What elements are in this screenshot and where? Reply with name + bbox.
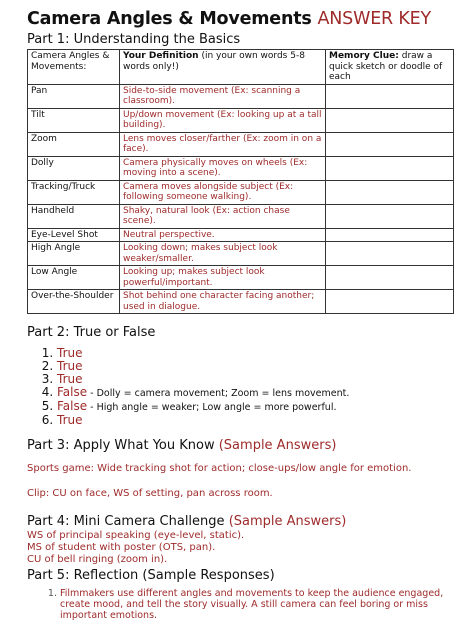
list-item	[57, 414, 450, 427]
tf-answer: True	[57, 359, 83, 373]
term-cell: Zoom	[28, 132, 120, 156]
definition-cell: Shaky, natural look (Ex: action chase scene).	[120, 204, 326, 228]
definition-cell: Looking up; makes subject look powerful/important.	[120, 266, 326, 290]
tf-answer: False	[57, 399, 88, 413]
memory-clue-cell	[326, 228, 454, 242]
term-cell: Handheld	[28, 204, 120, 228]
col3-header-rest: draw a quick sketch or doodle of each	[329, 51, 443, 82]
definition-cell: Shot behind one character facing another; used in dialogue.	[120, 290, 326, 314]
table-row	[28, 132, 454, 156]
table-row	[28, 156, 454, 180]
title-main: Camera Angles & Movements	[27, 9, 312, 29]
term-cell: Over-the-Shoulder	[28, 290, 120, 314]
list-item	[57, 400, 450, 414]
table-row	[28, 180, 454, 204]
definition-cell: Camera physically moves on wheels (Ex: moving into a scene).	[120, 156, 326, 180]
table-row	[28, 108, 454, 132]
memory-clue-cell	[326, 132, 454, 156]
list-item	[57, 386, 450, 400]
tf-answer: True	[57, 372, 83, 386]
term-cell: Dolly	[28, 156, 120, 180]
col3-header-bold: Memory Clue:	[329, 51, 399, 61]
list-item	[57, 347, 450, 360]
tf-note: - Dolly = camera movement; Zoom = lens movement.	[87, 388, 350, 399]
memory-clue-cell	[326, 156, 454, 180]
definition-cell: Lens moves closer/farther (Ex: zoom in on a face).	[120, 132, 326, 156]
term-cell: Low Angle	[28, 266, 120, 290]
part4-heading	[27, 514, 450, 530]
table-row	[28, 204, 454, 228]
col2-header-rest: (in your own words 5-8 words only!)	[123, 51, 305, 72]
memory-clue-cell	[326, 180, 454, 204]
part5-heading-text: Part 5: Reflection	[27, 568, 139, 583]
col1-header: Camera Angles & Movements:	[28, 50, 120, 85]
col2-header-bold: Your Definition	[123, 51, 199, 61]
table-row	[28, 266, 454, 290]
list-item: 1. Filmmakers use different angles and movements to keep the audience engaged, create mood, and tell the story visually. A still camera can feel boring or miss important emotions.	[60, 588, 450, 621]
col2-header	[120, 50, 326, 85]
memory-clue-cell	[326, 204, 454, 228]
part3-answer-1: Sports game: Wide tracking shot for action; close-ups/low angle for emotion.	[27, 463, 412, 474]
definition-cell: Camera moves alongside subject (Ex: following someone walking).	[120, 180, 326, 204]
part1-table	[27, 49, 454, 314]
part1-heading: Part 1: Understanding the Basics	[27, 32, 241, 47]
table-row	[28, 290, 454, 314]
true-false-list	[27, 347, 450, 427]
definition-cell: Side-to-side movement (Ex: scanning a classroom).	[120, 84, 326, 108]
term-cell: Tilt	[28, 108, 120, 132]
table-row	[28, 228, 454, 242]
part3-heading-text: Part 3: Apply What You Know	[27, 438, 215, 453]
part3-heading-sub: (Sample Answers)	[218, 438, 337, 453]
table-header-row	[28, 50, 454, 85]
term-cell: Pan	[28, 84, 120, 108]
reflection-list	[27, 588, 450, 621]
part4-line-1: WS of principal speaking (eye-level, static).	[27, 530, 245, 541]
memory-clue-cell	[326, 108, 454, 132]
part2-heading: Part 2: True or False	[27, 325, 156, 340]
part5-heading	[27, 568, 450, 584]
title-answer-key: ANSWER KEY	[317, 9, 431, 29]
part4-heading-sub: (Sample Answers)	[228, 514, 347, 529]
page-title	[27, 8, 450, 30]
tf-answer: False	[57, 385, 88, 399]
tf-note: - High angle = weaker; Low angle = more powerful.	[87, 402, 337, 413]
part4-line-3: CU of bell ringing (zoom in).	[27, 554, 168, 565]
tf-answer: True	[57, 346, 83, 360]
definition-cell: Neutral perspective.	[120, 228, 326, 242]
part3-heading	[27, 438, 450, 454]
part4-heading-text: Part 4: Mini Camera Challenge	[27, 514, 225, 529]
term-cell: Eye-Level Shot	[28, 228, 120, 242]
part4-line-2: MS of student with poster (OTS, pan).	[27, 542, 216, 553]
part3-answer-2: Clip: CU on face, WS of setting, pan across room.	[27, 488, 273, 499]
list-item	[57, 373, 450, 386]
term-cell: Tracking/Truck	[28, 180, 120, 204]
col3-header	[326, 50, 454, 85]
memory-clue-cell	[326, 84, 454, 108]
definition-cell: Up/down movement (Ex: looking up at a tall building).	[120, 108, 326, 132]
list-item	[57, 360, 450, 373]
definition-cell: Looking down; makes subject look weaker/smaller.	[120, 242, 326, 266]
part5-heading-sub: (Sample Responses)	[142, 568, 275, 583]
memory-clue-cell	[326, 242, 454, 266]
tf-answer: True	[57, 413, 83, 427]
term-cell: High Angle	[28, 242, 120, 266]
table-row	[28, 84, 454, 108]
memory-clue-cell	[326, 266, 454, 290]
memory-clue-cell	[326, 290, 454, 314]
table-row	[28, 242, 454, 266]
